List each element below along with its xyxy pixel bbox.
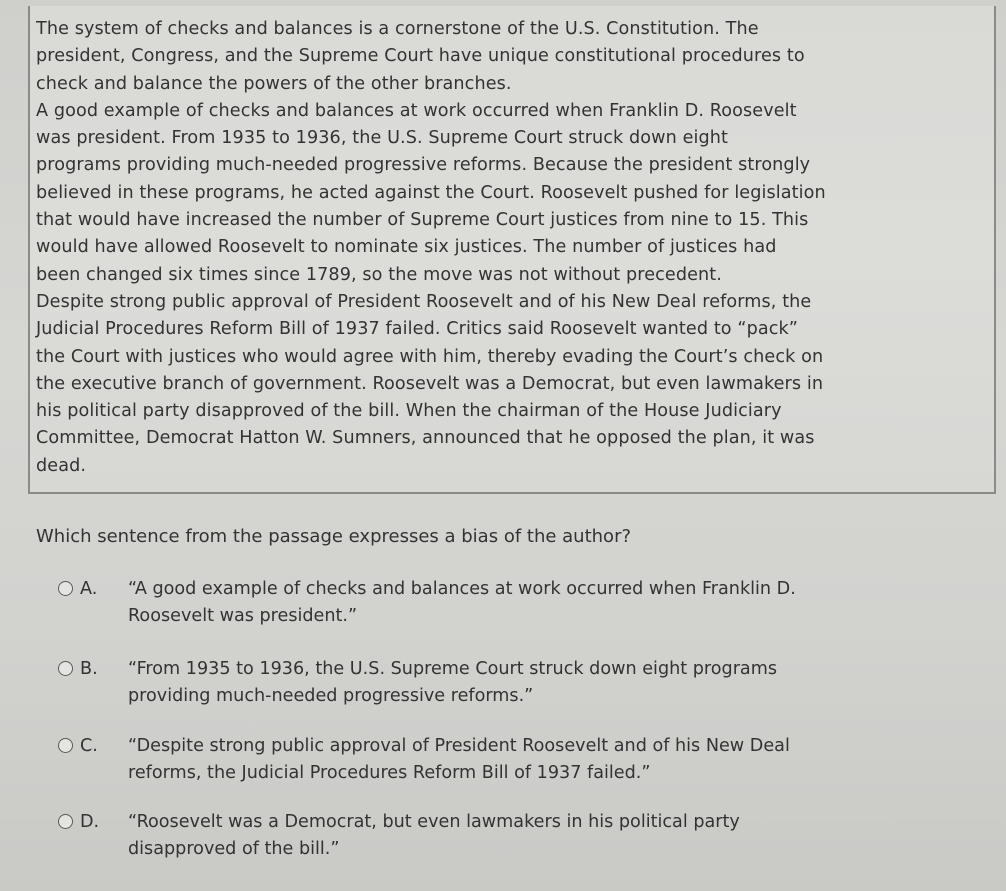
radio-button-icon[interactable] <box>58 661 73 676</box>
choice-text: “A good example of checks and balances at work occurred when Franklin D. Roosevelt was president.” <box>128 579 796 626</box>
answer-choice-b[interactable] <box>58 656 958 716</box>
passage-text: The system of checks and balances is a cornerstone of the U.S. Constitution. The president, Congress, and the Supreme Court have unique constitutional procedures to check and balance the powers of the other branches. A good example of checks and balances at work occurred when Franklin D. Roosevelt was president. From 1935 to 1936, the U.S. Supreme Court struck down eight programs providing much-needed progressive reforms. Because the president strongly believed in these programs, he acted against the Court. Roosevelt pushed for legislation that would have increased the number of Supreme Court justices from nine to 15. This would have allowed Roosevelt to nominate six justices. The number of justices had been changed six times since 1789, so the move was not without precedent. Despite strong public approval of President Roosevelt and of his New Deal reforms, the Judicial Procedures Reform Bill of 1937 failed. Critics said Roosevelt wanted to “pack” the Court with justices who would agree with him, thereby evading the Court’s check on the executive branch of government. Roosevelt was a Democrat, but even lawmakers in his political party disapproved of the bill. When the chairman of the House Judiciary Committee, Democrat Hatton W. Sumners, announced that he opposed the plan, it was dead. <box>36 19 826 476</box>
choice-letter: A. <box>80 579 98 599</box>
radio-button-icon[interactable] <box>58 814 73 829</box>
radio-button-icon[interactable] <box>58 738 73 753</box>
answer-choice-a[interactable] <box>58 576 958 636</box>
choice-text: “From 1935 to 1936, the U.S. Supreme Court struck down eight programs providing much-needed progressive reforms.” <box>128 659 778 706</box>
choice-letter: C. <box>80 736 98 756</box>
choice-letter: D. <box>80 812 100 832</box>
question-prompt: Which sentence from the passage expresses a bias of the author? <box>36 526 632 547</box>
answer-choice-c[interactable] <box>58 733 958 793</box>
answer-choice-d[interactable] <box>58 809 958 869</box>
choice-letter: B. <box>80 659 98 679</box>
choice-text: “Roosevelt was a Democrat, but even lawmakers in his political party disapproved of the bill.” <box>128 812 740 859</box>
radio-button-icon[interactable] <box>58 581 73 596</box>
choice-text: “Despite strong public approval of President Roosevelt and of his New Deal reforms, the Judicial Procedures Reform Bill of 1937 failed.” <box>128 736 790 783</box>
